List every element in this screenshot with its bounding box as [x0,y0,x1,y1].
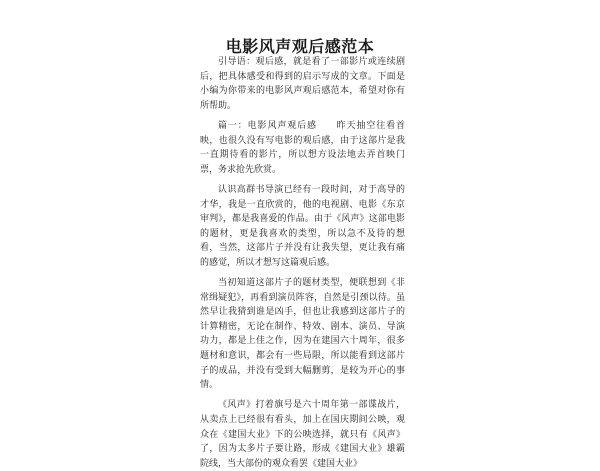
paragraph-4: 《风声》打着旗号是六十周年第一部谍战片，从卖点上已经很有看头，加上在国庆期间公映，观众在《建国大业》下的公映选择，就只有《风声》了，因为太多片子要让路，形成《建国大业》雄霸院线，当大部份的观众看罢《建国大业》 [200,400,405,469]
paragraph-intro: 引导语：观后感，就是看了一部影片或连续剧后，把具体感受和得到的启示写成的文章。下面是小编为你带来的电影风声观后感范本，希望对你有所帮助。 [200,57,405,111]
document-title: 电影风声观后感范本 [225,37,375,56]
paragraph-2: 认识高群书导演已经有一段时间，对于高导的才华，我是一直欣赏的，他的电视剧、电影《东京审判》，都是我喜爱的作品。由于《风声》这部电影的题材，更是我喜欢的类型，所以急不及待的想看，当然，这部片子并没有让我失望，更让我有痛的感觉，所以才想写这篇观后感。 [200,184,405,268]
document-body [200,55,405,471]
paragraph-3: 当初知道这部片子的题材类型，便联想到《非常缉疑犯》，再看到演员阵容，自然是引颈以待。虽然早让我猜到谁是凶手，但也让我感到这部片子的计算精密，无论在制作、特效、剧本、演员、导演功力，都是上佳之作，因为在建国六十周年，很多题材和意识，都会有一些局限，所以能看到这部片子的成品，并没有受到大幅删剪，是较为开心的事情。 [200,278,405,391]
paragraph-1: 篇一：电影风声观后感 昨天抽空往看首映，也很久没有写电影的观后感，由于这部片是我一直期待看的影片，所以想方设法地去弄首映门票，务求抢先欣赏。 [200,120,405,175]
